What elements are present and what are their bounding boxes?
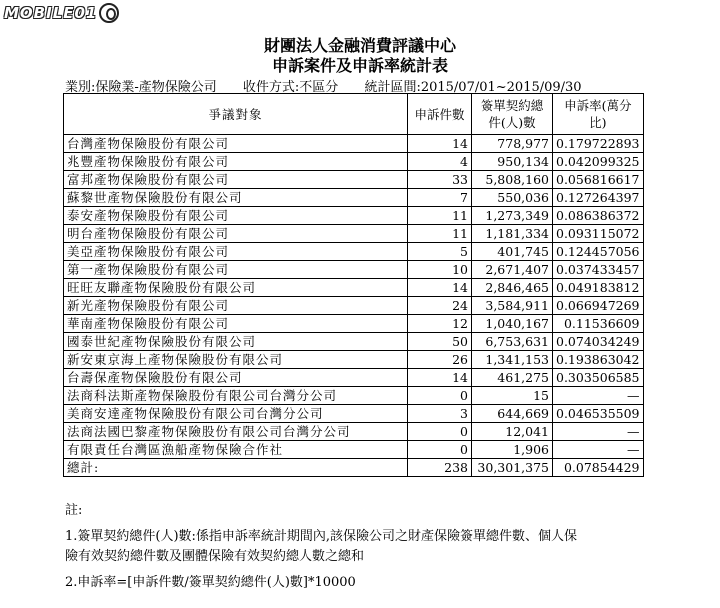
table-row (64, 297, 644, 315)
complaint-count: 11 (408, 207, 472, 225)
company-name: 台灣產物保險股份有限公司 (64, 135, 408, 153)
logo-mark-icon (99, 3, 119, 23)
policy-count: 1,181,334 (472, 225, 553, 243)
company-name: 台壽保產物保險股份有限公司 (64, 369, 408, 387)
company-name: 泰安產物保險股份有限公司 (64, 207, 408, 225)
policy-count: 3,584,911 (472, 297, 553, 315)
table-row (64, 387, 644, 405)
mobile01-logo[interactable] (4, 2, 119, 24)
table-row (64, 171, 644, 189)
table-row (64, 261, 644, 279)
table-row (64, 423, 644, 441)
table-row (64, 153, 644, 171)
meta-period: 統計區間:2015/07/01~2015/09/30 (364, 80, 582, 95)
complaint-count: 26 (408, 351, 472, 369)
logo-text: MOBILE01 (4, 4, 98, 22)
complaint-rate: 0.066947269 (553, 297, 644, 315)
policy-count: 1,040,167 (472, 315, 553, 333)
note-2: 2.申訴率=[申訴件數/簽單契約總件(人)數]*10000 (65, 575, 356, 590)
policy-count: 5,808,160 (472, 171, 553, 189)
policy-count: 778,977 (472, 135, 553, 153)
complaint-rate: — (553, 441, 644, 459)
meta-method: 收件方式:不區分 (242, 80, 339, 95)
complaint-count: 0 (408, 387, 472, 405)
complaint-count: 33 (408, 171, 472, 189)
company-name: 兆豐產物保險股份有限公司 (64, 153, 408, 171)
complaint-count: 14 (408, 279, 472, 297)
complaint-rate: 0.056816617 (553, 171, 644, 189)
header-name: 爭議對象 (64, 94, 408, 135)
complaint-count: 24 (408, 297, 472, 315)
policy-count: 1,273,349 (472, 207, 553, 225)
table-row (64, 333, 644, 351)
company-name: 美亞產物保險股份有限公司 (64, 243, 408, 261)
document-subtitle: 申訴案件及申訴率統計表 (271, 56, 448, 75)
company-name: 新安東京海上產物保險股份有限公司 (64, 351, 408, 369)
complaint-count: 3 (408, 405, 472, 423)
complaint-rate: 0.303506585 (553, 369, 644, 387)
company-name: 新光產物保險股份有限公司 (64, 297, 408, 315)
policy-count: 12,041 (472, 423, 553, 441)
complaint-count: 11 (408, 225, 472, 243)
policy-count: 950,134 (472, 153, 553, 171)
company-name: 法商法國巴黎產物保險股份有限公司台灣分公司 (64, 423, 408, 441)
company-name: 國泰世紀產物保險股份有限公司 (64, 333, 408, 351)
table-row (64, 189, 644, 207)
complaint-count: 0 (408, 423, 472, 441)
header-rate: 申訴率(萬分比) (553, 94, 644, 135)
table-row (64, 369, 644, 387)
complaint-rate: 0.037433457 (553, 261, 644, 279)
table-row (64, 351, 644, 369)
complaint-rate: 0.074034249 (553, 333, 644, 351)
company-name: 旺旺友聯產物保險股份有限公司 (64, 279, 408, 297)
policy-count: 6,753,631 (472, 333, 553, 351)
policy-count: 644,669 (472, 405, 553, 423)
complaint-rate: 0.042099325 (553, 153, 644, 171)
header-policies: 簽單契約總件(人)數 (472, 94, 553, 135)
complaint-rate: 0.193863042 (553, 351, 644, 369)
total-row (64, 459, 644, 477)
company-name: 有限責任台灣區漁船產物保險合作社 (64, 441, 408, 459)
document-title: 財團法人金融消費評議中心 (263, 36, 456, 55)
company-name: 明台產物保險股份有限公司 (64, 225, 408, 243)
complaint-stats-table (63, 93, 644, 477)
note-1-line-2: 險有效契約總件數及團體保險有效契約總人數之總和 (65, 549, 365, 564)
table-row (64, 207, 644, 225)
table-header-row (64, 94, 644, 135)
complaint-count: 14 (408, 369, 472, 387)
complaint-rate: 0.049183812 (553, 279, 644, 297)
meta-industry: 業別:保險業-產物保險公司 (65, 80, 217, 95)
complaint-rate: 0.086386372 (553, 207, 644, 225)
complaint-rate: 0.046535509 (553, 405, 644, 423)
complaint-rate: 0.11536609 (553, 315, 644, 333)
table-row (64, 405, 644, 423)
footnotes (65, 501, 577, 593)
policy-count: 1,906 (472, 441, 553, 459)
complaint-count: 5 (408, 243, 472, 261)
company-name: 第一產物保險股份有限公司 (64, 261, 408, 279)
complaint-count: 14 (408, 135, 472, 153)
table-row (64, 135, 644, 153)
policy-count: 2,671,407 (472, 261, 553, 279)
policy-count: 401,745 (472, 243, 553, 261)
company-name: 富邦產物保險股份有限公司 (64, 171, 408, 189)
policy-count: 2,846,465 (472, 279, 553, 297)
company-name: 蘇黎世產物保險股份有限公司 (64, 189, 408, 207)
complaint-rate: 0.093115072 (553, 225, 644, 243)
table-row (64, 441, 644, 459)
complaint-count: 0 (408, 441, 472, 459)
complaint-count: 50 (408, 333, 472, 351)
complaint-rate: — (553, 387, 644, 405)
total-rate: 0.07854429 (553, 459, 644, 477)
complaint-rate: — (553, 423, 644, 441)
complaint-rate: 0.124457056 (553, 243, 644, 261)
note-1-line-1: 1.簽單契約總件(人)數:係指申訴率統計期間內,該保險公司之財產保險簽單總件數、個人保 (65, 529, 578, 544)
table-row (64, 243, 644, 261)
total-policies: 30,301,375 (472, 459, 553, 477)
table-row (64, 315, 644, 333)
company-name: 法商科法斯產物保險股份有限公司台灣分公司 (64, 387, 408, 405)
complaint-count: 12 (408, 315, 472, 333)
total-count: 238 (408, 459, 472, 477)
header-count: 申訴件數 (408, 94, 472, 135)
notes-heading: 註: (65, 503, 83, 518)
total-label: 總計: (64, 459, 408, 477)
table-row (64, 225, 644, 243)
policy-count: 1,341,153 (472, 351, 553, 369)
complaint-rate: 0.127264397 (553, 189, 644, 207)
policy-count: 15 (472, 387, 553, 405)
complaint-count: 7 (408, 189, 472, 207)
complaint-count: 10 (408, 261, 472, 279)
company-name: 華南產物保險股份有限公司 (64, 315, 408, 333)
table-row (64, 279, 644, 297)
company-name: 美商安達產物保險股份有限公司台灣分公司 (64, 405, 408, 423)
complaint-rate: 0.179722893 (553, 135, 644, 153)
policy-count: 550,036 (472, 189, 553, 207)
policy-count: 461,275 (472, 369, 553, 387)
complaint-count: 4 (408, 153, 472, 171)
